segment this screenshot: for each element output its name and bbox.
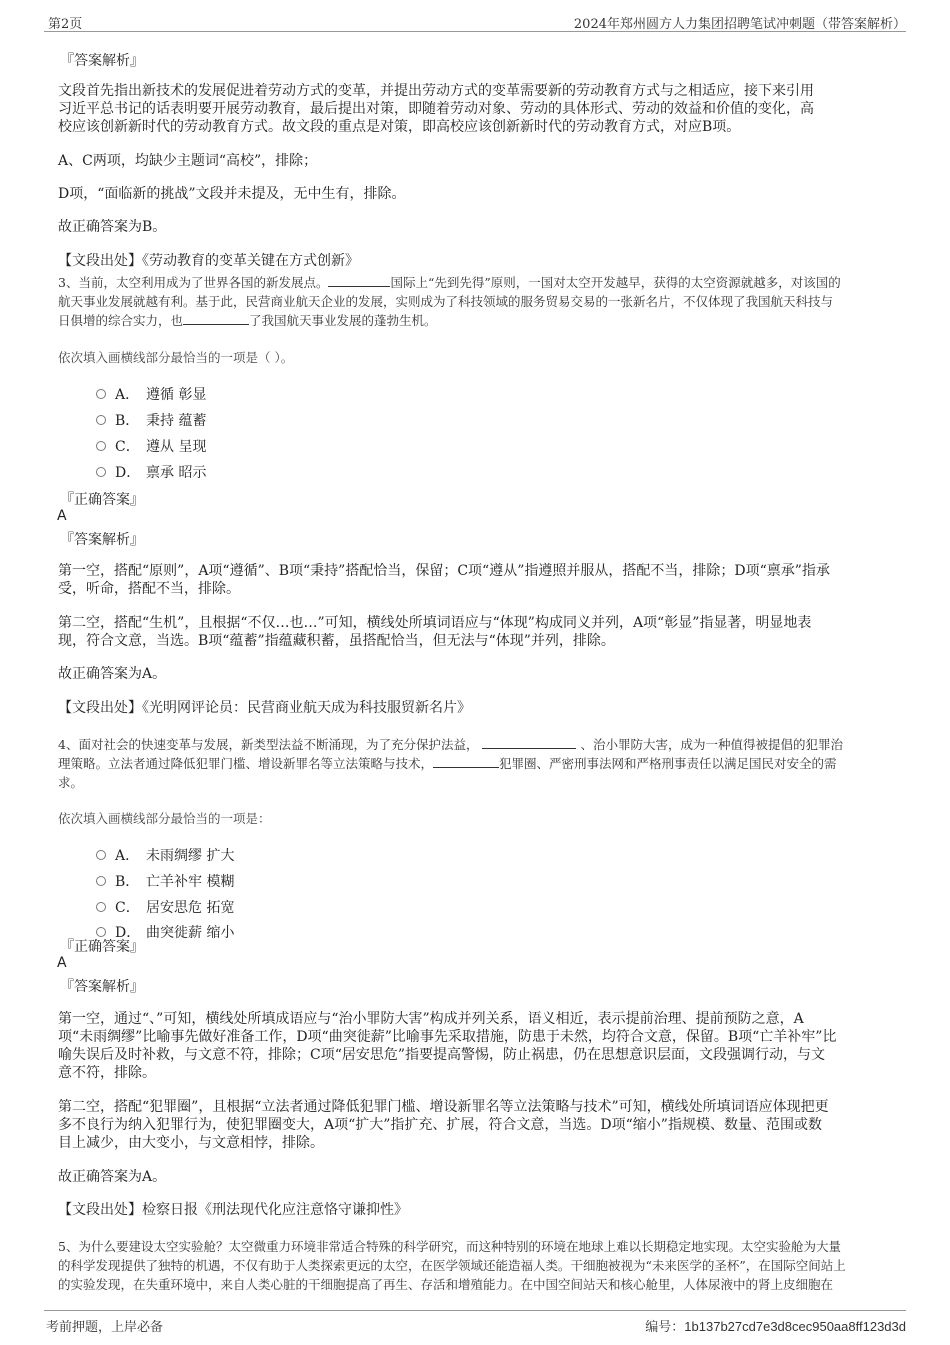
correct-answer-value: A [57, 955, 67, 971]
analysis-line: 第一空，通过“、”可知，横线处所填成语应与“治小罪防大害”构成并列关系，语义相近，表示提前治理、提前预防之意，A [58, 1011, 804, 1027]
source-citation: 【文段出处】《劳动教育的变革关键在方式创新》 [58, 253, 359, 269]
page-header [44, 10, 906, 32]
page-number: 第2页 [48, 17, 83, 32]
analysis-line: A、C两项，均缺少主题词“高校”，排除； [58, 153, 318, 169]
analysis-line: 校应该创新新时代的劳动教育方式。故文段的重点是对策，即高校应该创新新时代的劳动教育方式，对应B项。 [58, 119, 741, 135]
question-4-line: 4、面对社会的快速变革与发展，新类型法益不断涌现，为了充分保护法益， 、治小罪防大害，成为一种值得被提倡的犯罪治 [58, 737, 843, 752]
document-title: 2024年郑州圆方人力集团招聘笔试冲刺题（带答案解析） [573, 17, 906, 32]
analysis-label: 『答案解析』 [60, 979, 144, 995]
analysis-line: 文段首先指出新技术的发展促进着劳动方式的变革，并提出劳动方式的变革需要新的劳动教育方式与之相适应，接下来引用 [58, 83, 814, 99]
answer-conclusion: 故正确答案为A。 [58, 1169, 167, 1185]
analysis-line: 项“未雨绸缪”比喻事先做好准备工作，D项“曲突徙薪”比喻事先采取措施，防患于未然，均符合文意，保留。B项“亡羊补牢”比 [58, 1029, 837, 1045]
correct-answer-label: 『正确答案』 [60, 939, 144, 955]
question-4-prompt: 依次填入画横线部分最恰当的一项是： [58, 811, 271, 826]
question-3-line: 3、当前，太空利用成为了世界各国的新发展点。 国际上“先到先得”原则，一国对太空开发越早，获得的太空资源就越多，对该国的 [58, 275, 841, 290]
analysis-line: 第二空，搭配“生机”，且根据“不仅…也…”可知，横线处所填词语应与“体现”构成同义并列，A项“彰显”指显著，明显地表 [58, 615, 812, 631]
question-3-line: 航天事业发展就越有利。基于此，民营商业航天企业的发展，实则成为了科技领域的服务贸易交易的一张新名片，不仅体现了我国航天科技与 [58, 294, 834, 309]
radio-icon[interactable] [96, 415, 106, 425]
answer-conclusion: 故正确答案为B。 [58, 219, 167, 235]
blank-2 [433, 756, 499, 768]
analysis-line: 意不符，排除。 [58, 1065, 156, 1081]
blank-1 [328, 275, 390, 287]
blank-2 [183, 313, 249, 325]
analysis-line: 习近平总书记的话表明要开展劳动教育，最后提出对策，即随着劳动对象、劳动的具体形式、劳动的效益和价值的变化，高 [58, 101, 814, 117]
analysis-label: 『答案解析』 [60, 53, 144, 69]
analysis-line: 现，符合文意，当选。B项“蕴蓄”指蕴藏积蓄，虽搭配恰当，但无法与“体现”并列，排除。 [58, 633, 615, 649]
radio-icon[interactable] [96, 467, 106, 477]
analysis-line: 目上减少，由大变小，与文意相悖，排除。 [58, 1135, 324, 1151]
question-3-prompt: 依次填入画横线部分最恰当的一项是（ ）。 [58, 350, 294, 365]
analysis-line: 多不良行为纳入犯罪行为，使犯罪圈变大，A项“扩大”指扩充、扩展，符合文意，当选。D项“缩小”指规模、数量、范围或数 [58, 1117, 822, 1133]
analysis-line: 第一空，搭配“原则”，A项“遵循”、B项“秉持”搭配恰当，保留；C项“遵从”指遵照并服从，搭配不当，排除；D项“禀承”指承 [58, 563, 830, 579]
radio-icon[interactable] [96, 389, 106, 399]
correct-answer-label: 『正确答案』 [60, 492, 144, 508]
source-citation: 【文段出处】检察日报《刑法现代化应注意恪守谦抑性》 [58, 1202, 408, 1218]
question-5-line: 的实验发现，在失重环境中，来自人类心脏的干细胞提高了再生、存活和增殖能力。在中国空间站天和核心舱里，人体尿液中的肾上皮细胞在 [58, 1277, 834, 1292]
question-3-line: 日俱增的综合实力，也 了我国航天事业发展的蓬勃生机。 [58, 313, 437, 328]
page-footer [44, 1310, 906, 1334]
question-5-line: 的科学发现提供了独特的机遇，不仅有助于人类探索更远的太空，在医学领域还能造福人类。干细胞被视为“未来医学的圣杯”，在国际空间站上 [58, 1258, 846, 1273]
source-citation: 【文段出处】《光明网评论员：民营商业航天成为科技服贸新名片》 [58, 700, 471, 716]
answer-conclusion: 故正确答案为A。 [58, 666, 167, 682]
footer-slogan: 考前押题，上岸必备 [46, 1320, 164, 1335]
analysis-line: D项，“面临新的挑战”文段并未提及，无中生有，排除。 [58, 186, 406, 202]
document-code: 编号：1b137b27cd7e3d8cec950aa8ff123d3d [645, 1319, 906, 1335]
correct-answer-value: A [57, 508, 67, 524]
radio-icon[interactable] [96, 876, 106, 886]
question-4-line: 理策略。立法者通过降低犯罪门槛、增设新罪名等立法策略与技术， 犯罪圈、严密刑事法网和严格刑事责任以满足国民对安全的需 [58, 756, 837, 771]
radio-icon[interactable] [96, 902, 106, 912]
radio-icon[interactable] [96, 441, 106, 451]
analysis-line: 喻失误后及时补救，与文意不符，排除；C项“居安思危”指要提高警惕，防止祸患，仍在思想意识层面，文段强调行动，与文 [58, 1047, 826, 1063]
radio-icon[interactable] [96, 850, 106, 860]
analysis-line: 受，听命，搭配不当，排除。 [58, 581, 240, 597]
blank-1 [482, 737, 576, 749]
analysis-line: 第二空，搭配“犯罪圈”，且根据“立法者通过降低犯罪门槛、增设新罪名等立法策略与技术”可知，横线处所填词语应体现把更 [58, 1099, 829, 1115]
question-4-line: 求。 [58, 775, 84, 790]
analysis-label: 『答案解析』 [60, 532, 144, 548]
question-5-line: 5、为什么要建设太空实验舱？太空微重力环境非常适合特殊的科学研究，而这种特别的环境在地球上难以长期稳定地实现。太空实验舱为大量 [58, 1239, 841, 1254]
